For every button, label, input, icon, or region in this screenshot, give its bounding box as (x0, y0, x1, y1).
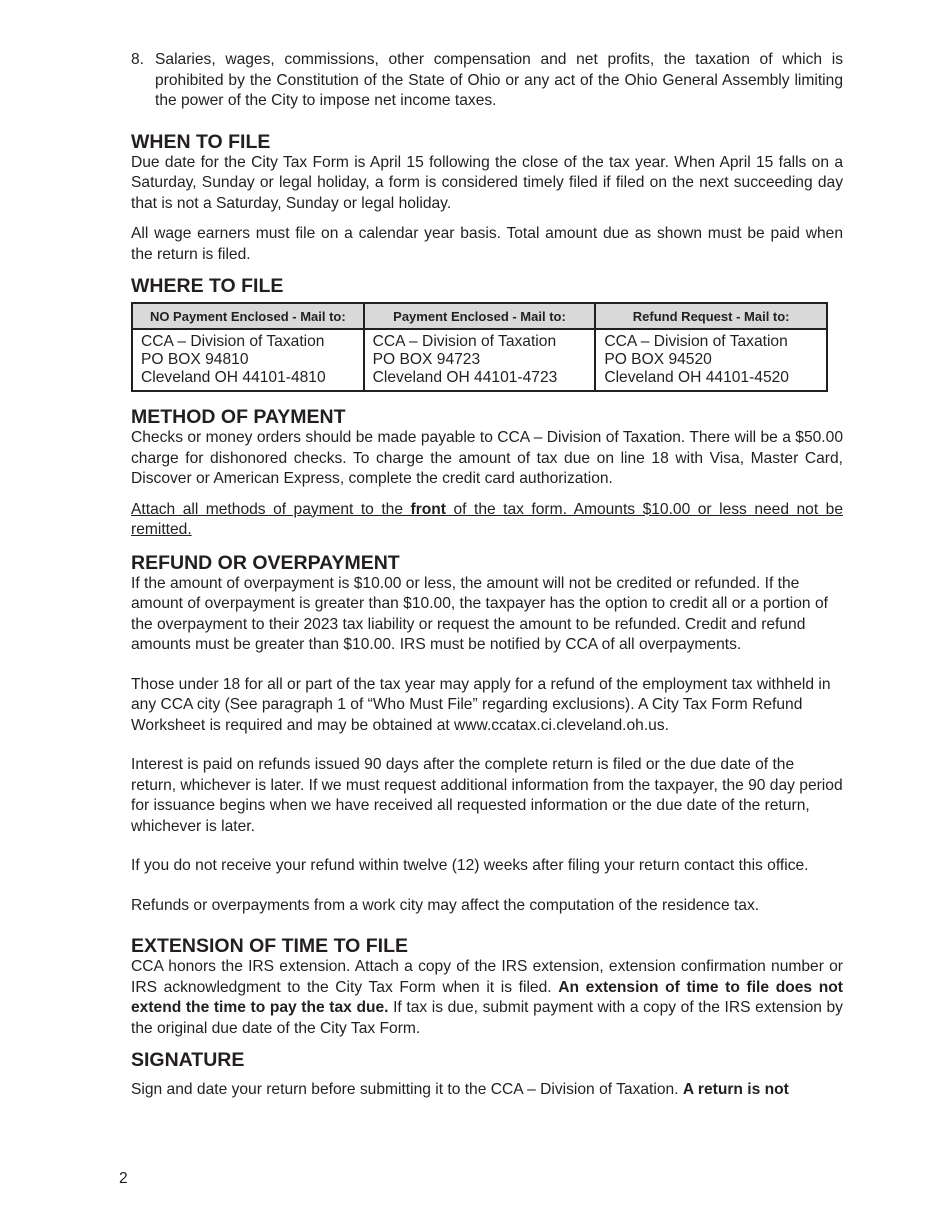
mailing-address-table (131, 302, 828, 392)
list-item-8 (131, 50, 843, 112)
address-no-payment (132, 329, 364, 391)
heading-when-to-file: WHEN TO FILE (131, 130, 271, 153)
signature-paragraph (131, 1080, 843, 1101)
column-header-no-payment: NO Payment Enclosed - Mail to: (132, 303, 364, 329)
when-to-file-paragraph-1: Due date for the City Tax Form is April 15 following the close of the tax year. When April 15 falls on a Saturday, Sunday or legal holiday, a form is considered timely filed if filed on the next succeeding day that is not a Saturday, Sunday or legal holiday. (131, 153, 843, 212)
method-of-payment-paragraph-1: Checks or money orders should be made payable to CCA – Division of Taxation. There will be a $50.00 charge for dishonored checks. To charge the amount of tax due on line 18 with Visa, Master Card, Discover or American Express, complete the credit card authorization. (131, 429, 843, 487)
page-content (131, 50, 843, 1101)
address-line: CCA – Division of Taxation (141, 333, 325, 350)
heading-method-of-payment: METHOD OF PAYMENT (131, 406, 346, 428)
list-item-text: Salaries, wages, commissions, other compensation and net profits, the taxation of which is prohibited by the Constitution of the State of Ohio or any act of the Ohio General Assembly limiting the power of the City to impose net income taxes. (155, 51, 843, 109)
text-span: CCA honors the IRS extension. Attach a copy of the IRS extension, extension confirmation number or IRS acknowledgment to the City Tax Form when it is filed. (131, 958, 843, 996)
refund-paragraph-3: Interest is paid on refunds issued 90 days after the complete return is filed or the due date of the return, whichever is later. If we must request additional information from the taxpayer, the 90 day period for issuance begins when we have received all requested information or the due date of the return, whichever is later. (131, 756, 843, 835)
column-header-payment: Payment Enclosed - Mail to: (364, 303, 596, 329)
address-refund (595, 329, 827, 391)
bold-text: A return is not (682, 1081, 789, 1098)
refund-paragraph-4: If you do not receive your refund within twelve (12) weeks after filing your return contact this office. (131, 857, 809, 874)
bold-text: front (410, 500, 447, 518)
table-header-row (132, 303, 827, 329)
address-line: Cleveland OH 44101-4723 (372, 369, 558, 386)
table-row (132, 329, 827, 391)
refund-paragraph-1: If the amount of overpayment is $10.00 or less, the amount will not be credited or refunded. If the amount of overpayment is greater than $10.00, the taxpayer has the option to credit all or a portion of the overpayment to their 2023 tax liability or request the amount to be refunded. Credit and refund amounts must be greater than $10.00. IRS must be notified by CCA of all overpayments. (131, 574, 828, 653)
address-line: PO BOX 94520 (604, 351, 712, 368)
address-line: PO BOX 94723 (372, 351, 481, 368)
refund-paragraph-2: Those under 18 for all or part of the tax year may apply for a refund of the employment tax withheld in any CCA city (See paragraph 1 of “Who Must File” regarding exclusions). A City Tax Form Refund Worksheet is required and may be obtained at www.ccatax.ci.cleveland.oh.us. (131, 675, 831, 734)
method-of-payment-paragraph-2 (131, 500, 843, 541)
text-span: If tax is due, submit payment with a copy of the IRS extension by the original due date of the City Tax Form. (131, 999, 843, 1037)
address-line: CCA – Division of Taxation (372, 333, 557, 350)
address-payment (364, 329, 596, 391)
list-item-number: 8. (131, 51, 145, 68)
heading-where-to-file: WHERE TO FILE (131, 275, 284, 297)
address-line: Cleveland OH 44101-4810 (141, 369, 326, 386)
text-span: Attach all methods of payment to the (131, 500, 411, 518)
heading-signature: SIGNATURE (131, 1049, 245, 1071)
address-line: PO BOX 94810 (141, 351, 249, 368)
column-header-refund: Refund Request - Mail to: (595, 303, 827, 329)
text-span: of the tax form. Amounts $10.00 or less need not be remitted. (131, 500, 843, 538)
address-line: Cleveland OH 44101-4520 (604, 369, 789, 386)
bold-text: An extension of time to file does not extend the time to pay the tax due. (131, 978, 843, 1016)
extension-paragraph (131, 957, 843, 1039)
when-to-file-paragraph-2: All wage earners must file on a calendar year basis. Total amount due as shown must be paid when the return is filed. (131, 225, 843, 263)
heading-extension-of-time: EXTENSION OF TIME TO FILE (131, 935, 408, 957)
text-span: Sign and date your return before submitting it to the CCA – Division of Taxation. (131, 1081, 683, 1098)
address-line: CCA – Division of Taxation (604, 333, 788, 350)
heading-refund-or-overpayment: REFUND OR OVERPAYMENT (131, 551, 400, 574)
page-number: 2 (119, 1170, 128, 1187)
refund-paragraph-5: Refunds or overpayments from a work city may affect the computation of the residence tax. (131, 896, 760, 914)
